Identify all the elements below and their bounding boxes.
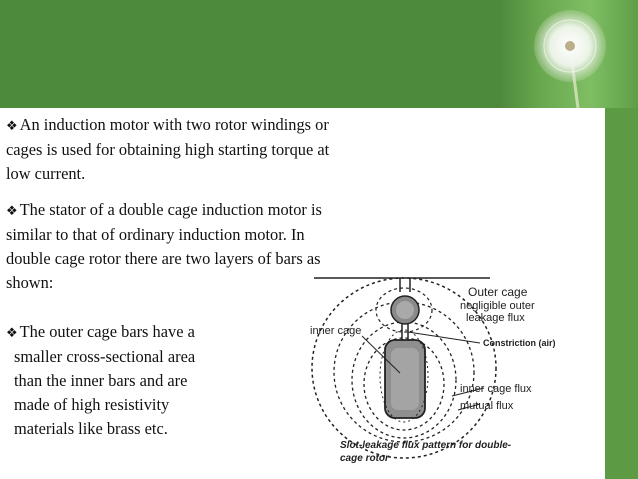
bullet-paragraph-3: ❖ The outer cage bars have a smaller cross-sectional area than the inner bars and are made of high resistivity materials like brass etc. (6, 322, 196, 438)
label-negligible-outer: negligible outer (460, 300, 535, 312)
double-cage-diagram (300, 268, 590, 473)
figure-caption-line2: cage rotor (340, 453, 389, 464)
label-mutual-flux: mutual flux (460, 400, 514, 412)
label-leakage-flux: leakage flux (466, 312, 525, 324)
bullet-paragraph-1: ❖ An induction motor with two rotor windings or cages is used for obtaining high starting torque at low current. (6, 115, 330, 183)
diamond-bullet-icon: ❖ (6, 203, 18, 218)
label-inner-cage-flux: inner cage flux (460, 383, 532, 395)
label-constriction: Constriction (air) (483, 338, 556, 348)
label-inner-cage: inner cage (310, 325, 362, 337)
diamond-bullet-icon: ❖ (6, 118, 18, 133)
figure-caption-line1: Slot-leakage flux pattern for double- (340, 440, 512, 451)
dandelion-image (500, 0, 638, 108)
label-outer-cage: Outer cage (468, 285, 528, 299)
diamond-bullet-icon: ❖ (6, 325, 18, 340)
right-accent-bar (605, 108, 638, 479)
bullet-paragraph-2: ❖ The stator of a double cage induction motor is similar to that of ordinary induction motor. In double cage rotor there are two layers of bars as shown: (6, 200, 322, 292)
